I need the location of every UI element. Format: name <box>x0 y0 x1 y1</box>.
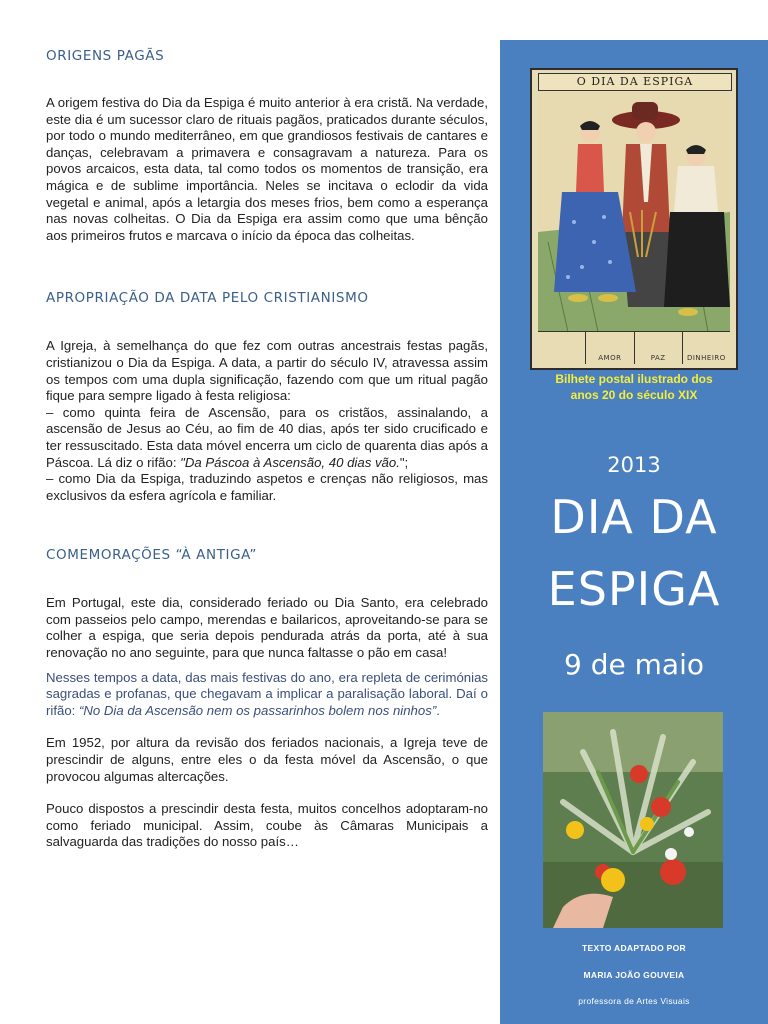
main-column <box>46 40 488 851</box>
credit-role: professora de Artes Visuais <box>578 996 690 1006</box>
heading-origens: ORIGENS PAGÃS <box>46 48 165 64</box>
rifao-ascensao-end: . <box>436 702 440 718</box>
credit-author: MARIA JOÃO GOUVEIA <box>583 970 685 980</box>
postcard-word <box>538 332 585 364</box>
postcard-words <box>538 331 730 364</box>
title-line-2: ESPIGA <box>547 562 721 616</box>
flower-bouquet-photo <box>543 712 723 928</box>
ascensao-text: – como quinta feira de Ascensão, para os cristãos, assinalando, a ascensão de Jesus ao Céu, ao fim de 40 dias, após ter sido crucificado e ter ressuscitado. Esta data móvel encerra um ciclo de quarenta dias após a Páscoa. Lá diz o rifão: <box>46 404 488 470</box>
postcard-word: AMOR <box>585 332 633 364</box>
paragraph-comemoracoes-2 <box>46 670 488 720</box>
rifao-ascensao: “No Dia da Ascensão nem os passarinhos bolem nos ninhos” <box>78 702 437 718</box>
heading-apropriacao: APROPRIAÇÃO DA DATA PELO CRISTIANISMO <box>46 290 369 307</box>
paragraph-apropriacao-1: A Igreja, à semelhança do que fez com outras ancestrais festas pagãs, cristianizou o Dia da Espiga. A data, a partir do século IV, atravessa assim os tempos com uma dupla significação, fazendo com que um ritual pagão fique para sempre ligado à festa religiosa: <box>46 338 488 404</box>
paragraph-apropriacao-2 <box>46 405 488 471</box>
postcard-title: O DIA DA ESPIGA <box>538 73 732 91</box>
sidebar <box>500 40 768 1024</box>
title-line-1: DIA DA <box>550 490 718 544</box>
paragraph-apropriacao-3: – como Dia da Espiga, traduzindo aspetos e crenças não religiosos, mas exclusivos da esfera agrícola e familiar. <box>46 471 488 503</box>
credit-line-1: TEXTO ADAPTADO POR <box>582 943 686 953</box>
nesses-tempos-text: Nesses tempos a data, das mais festivas do ano, era repleta de cerimónias sagradas e profanas, que chegavam a implicar a paralisação laboral. Daí o rifão: <box>46 669 488 718</box>
paragraph-origens: A origem festiva do Dia da Espiga é muito anterior à era cristã. Na verdade, este dia é um sucessor claro de rituais pagãos, praticados durante séculos, por todo o mundo mediterrâneo, em que grandiosos festivais de cantares e danças, celebravam a primavera e consagravam a natureza. Para os povos arcaicos, esta data, tal como todos os momentos de transição, era mágica e de sublime importância. Neles se incitava o eclodir da vida vegetal e animal, após a letargia dos meses frios, bem como a esperança nas novas colheitas. O Dia da Espiga era assim como que uma bênção aos primeiros frutos e marcava o início da época das colheitas. <box>46 95 488 243</box>
postcard-image <box>530 68 738 370</box>
year: 2013 <box>607 453 661 477</box>
rifao-pascoa-end: "; <box>399 454 409 470</box>
postcard-caption <box>500 371 768 403</box>
rifao-pascoa: "Da Páscoa à Ascensão, 40 dias vão. <box>180 454 400 470</box>
paragraph-comemoracoes-4: Pouco dispostos a prescindir desta festa, muitos concelhos adoptaram-no como feriado municipal. Assim, coube às Câmaras Municipais a salvaguarda das tradições do nosso país… <box>46 801 488 850</box>
caption-line-1: Bilhete postal ilustrado dos <box>555 372 713 386</box>
postcard-illustration <box>538 92 730 332</box>
postcard-word: DINHEIRO <box>682 332 730 364</box>
paragraph-comemoracoes-3: Em 1952, por altura da revisão dos feriados nacionais, a Igreja teve de prescindir de alguns, entre eles o da festa móvel da Ascensão, o que provocou algumas altercações. <box>46 735 488 784</box>
postcard-word: PAZ <box>634 332 682 364</box>
paragraph-comemoracoes-1: Em Portugal, este dia, considerado feriado ou Dia Santo, era celebrado com passeios pelo campo, merendas e bailaricos, aproveitando-se para se colher a espiga, que seria depois pendurada atrás da porta, até à sua renovação no ano seguinte, para que nunca faltasse o pão em casa! <box>46 595 488 661</box>
caption-line-2: anos 20 do século XIX <box>570 388 698 402</box>
event-date: 9 de maio <box>564 648 704 681</box>
heading-comemoracoes: COMEMORAÇÕES “À ANTIGA” <box>46 547 257 564</box>
